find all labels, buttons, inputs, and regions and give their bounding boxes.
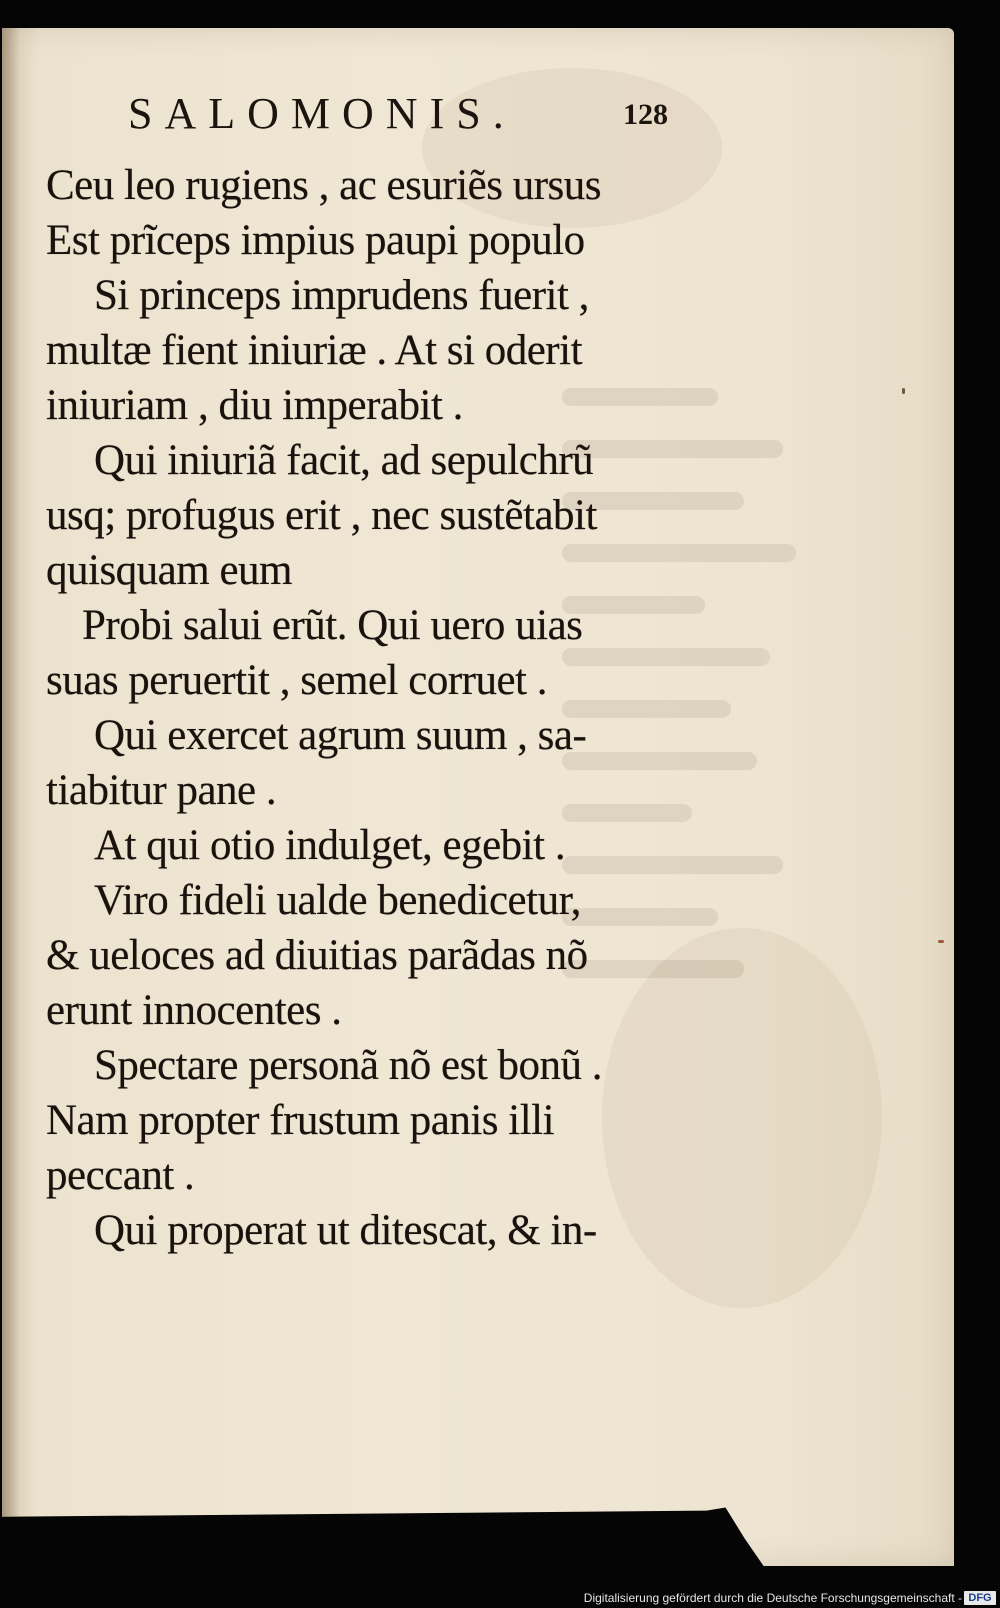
ink-speck bbox=[902, 388, 905, 394]
text-line: quisquam eum bbox=[46, 547, 292, 594]
text-line: Nam propter frustum panis illi bbox=[46, 1097, 555, 1144]
text-line: Qui exercet agrum suum , sa- bbox=[94, 712, 587, 759]
text-line: & ueloces ad diuitias parãdas nõ bbox=[46, 932, 588, 979]
ink-speck bbox=[938, 940, 944, 943]
body-text bbox=[46, 158, 656, 1258]
text-line: multæ fient iniuriæ . At si oderit bbox=[46, 327, 583, 374]
text-line: suas peruertit , semel corruet . bbox=[46, 657, 548, 704]
text-line: Qui iniuriã facit, ad sepulchrũ bbox=[94, 437, 594, 484]
text-line: Probi salui erũt. Qui uero uias bbox=[82, 602, 583, 649]
text-line: Qui properat ut ditescat, & in- bbox=[94, 1207, 597, 1254]
text-line: usq; profugus erit , nec sustẽtabit bbox=[46, 492, 597, 539]
text-line: Si princeps imprudens fuerit , bbox=[94, 272, 589, 319]
text-line: Viro fideli ualde benedicetur, bbox=[94, 877, 581, 924]
dfg-logo: DFG bbox=[964, 1591, 996, 1605]
running-head bbox=[128, 88, 668, 148]
text-line: tiabitur pane . bbox=[46, 767, 277, 814]
running-head-title: SALOMONIS. bbox=[128, 89, 516, 138]
digitization-credit: Digitalisierung gefördert durch die Deutsche Forschungsgemeinschaft - bbox=[583, 1591, 962, 1605]
text-line: iniuriam , diu imperabit . bbox=[46, 382, 463, 429]
text-line: peccant . bbox=[46, 1152, 195, 1199]
text-line: Ceu leo rugiens , ac esuriẽs ursus bbox=[46, 162, 601, 209]
gutter-shadow bbox=[2, 28, 20, 1566]
text-line: Spectare personã nõ est bonũ . bbox=[94, 1042, 603, 1089]
page-number: 128 bbox=[623, 98, 668, 131]
text-line: erunt innocentes . bbox=[46, 987, 342, 1034]
text-line: Est prĩceps impius paupi populo bbox=[46, 217, 585, 264]
text-line: At qui otio indulget, egebit . bbox=[94, 822, 566, 869]
